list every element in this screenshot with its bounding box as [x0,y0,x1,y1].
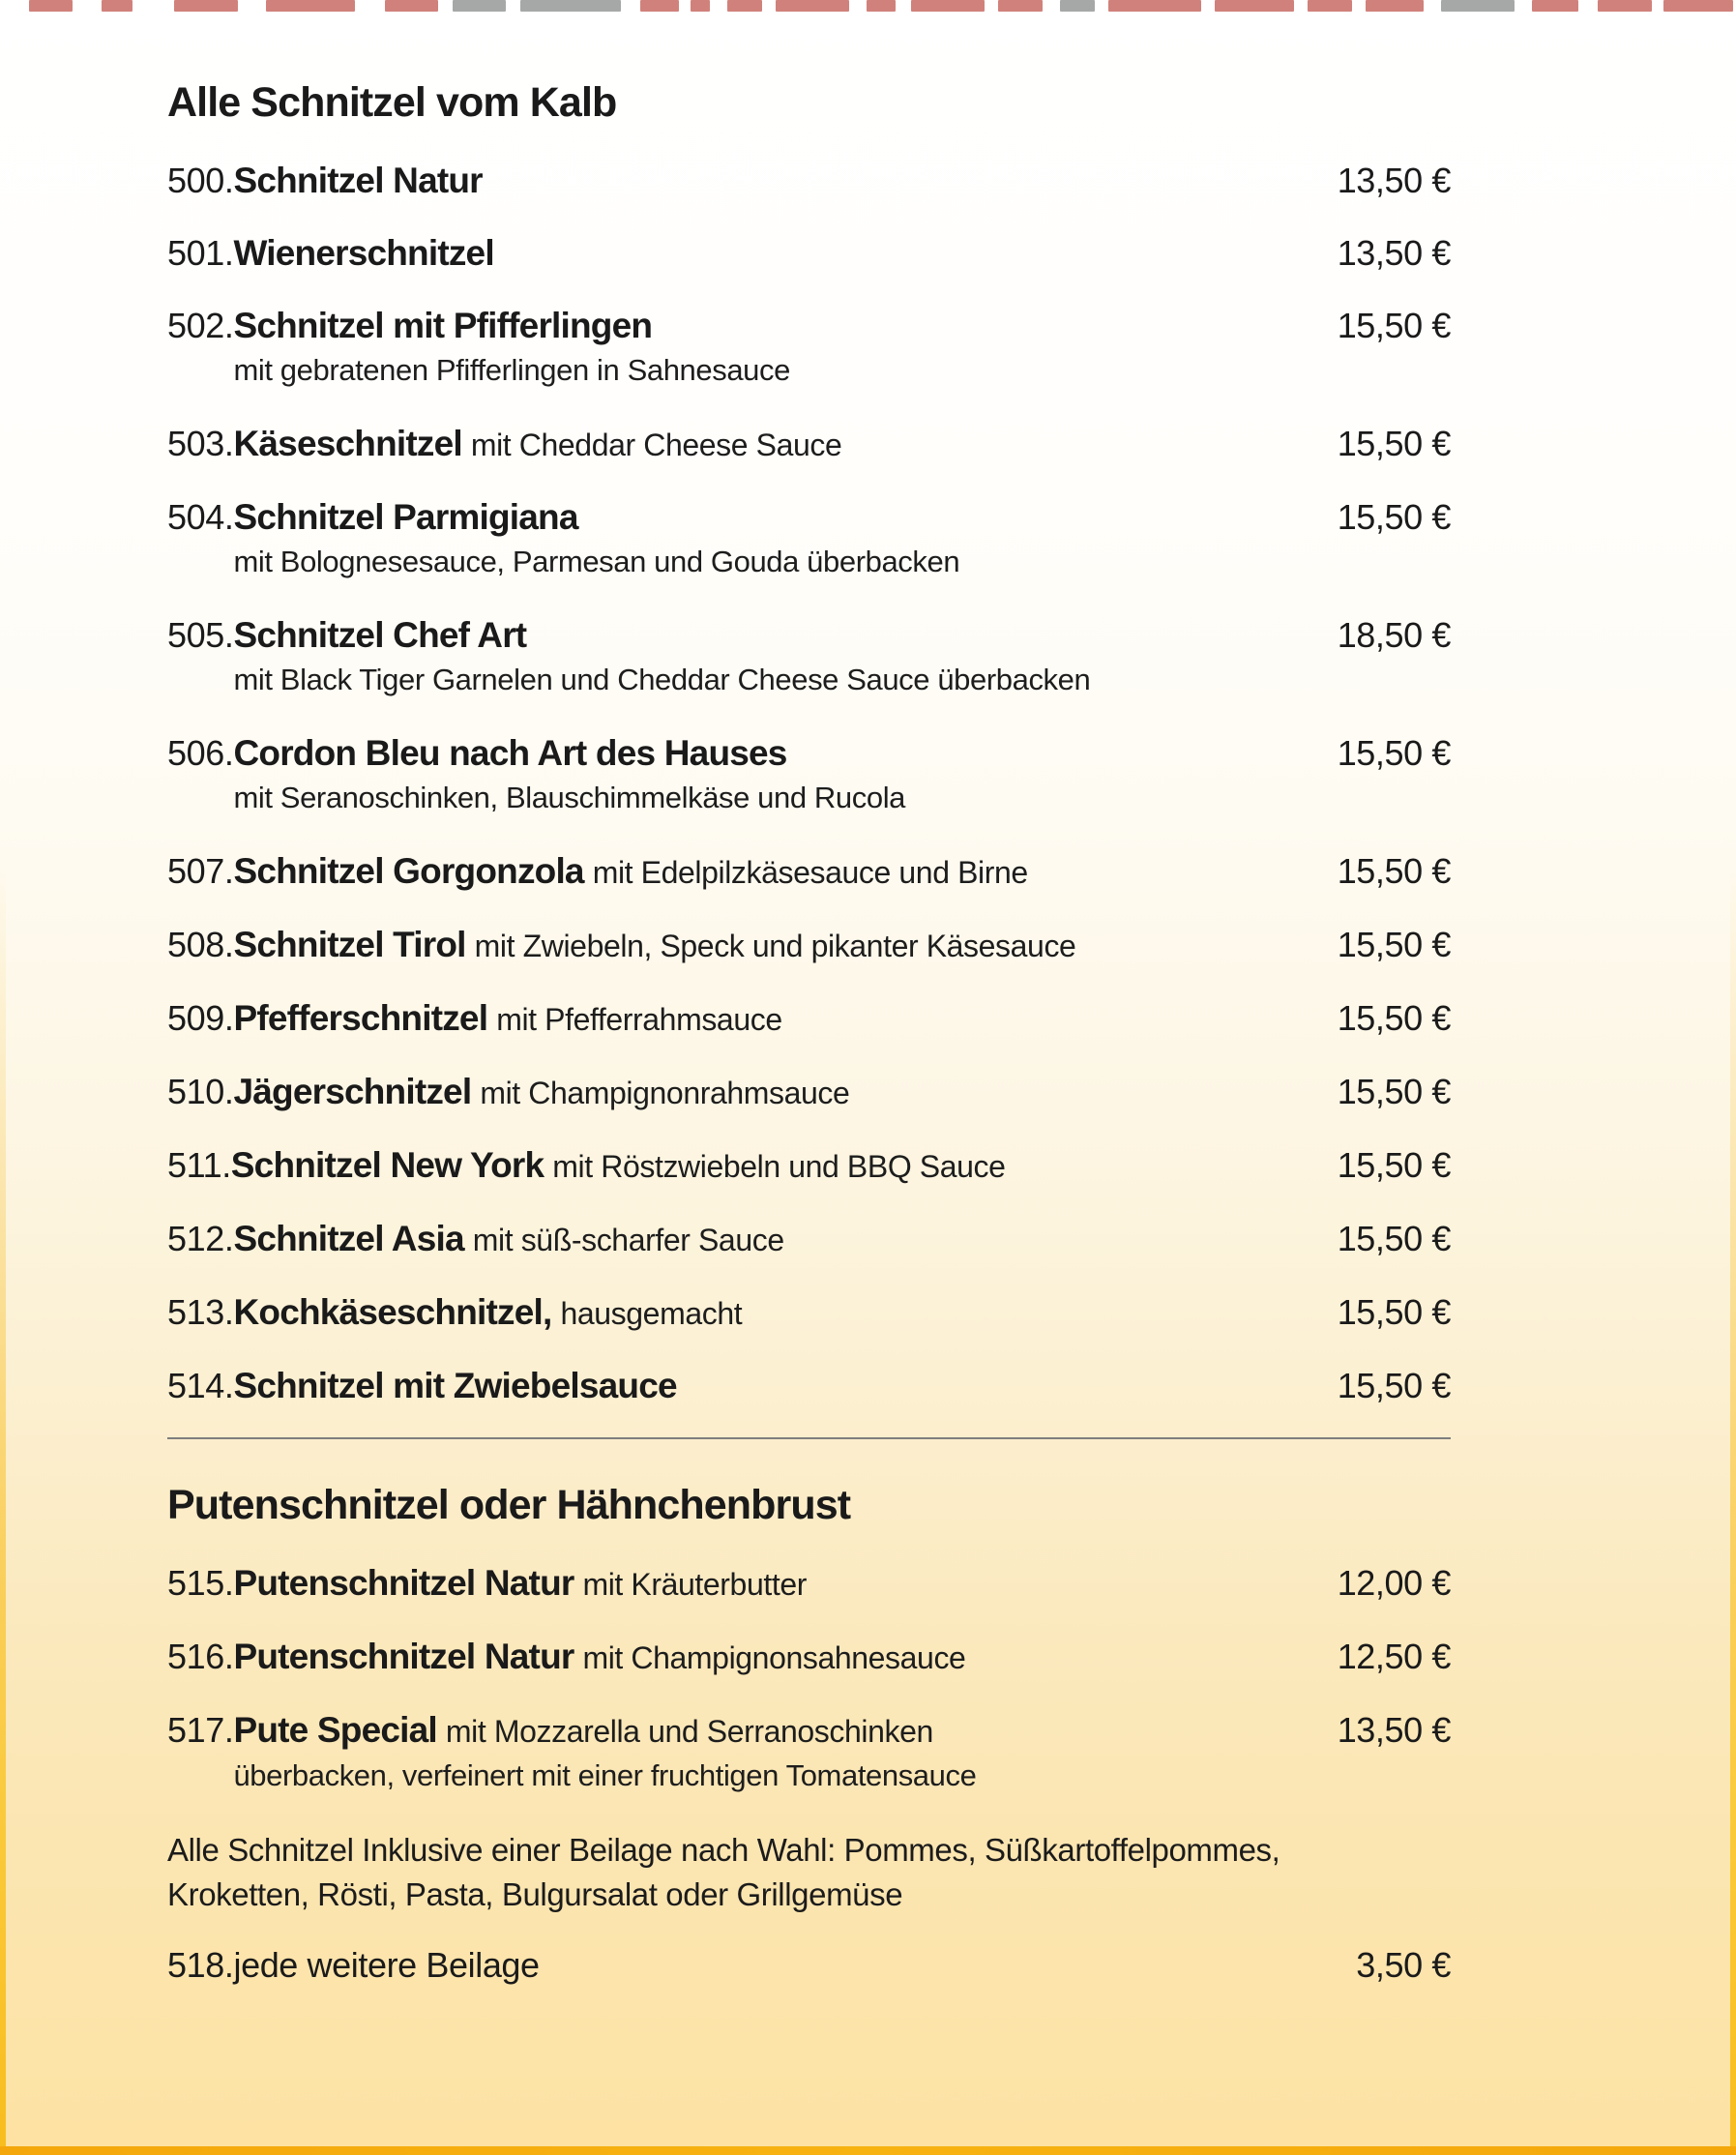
item-price: 15,50 € [1337,1292,1451,1333]
item-number: 502. [167,306,234,346]
item-number: 503. [167,424,234,464]
crop-mark-dash [1532,0,1578,12]
sides-note-line-1: Alle Schnitzel Inklusive einer Beilage nach Wahl: Pommes, Süßkartoffelpommes, [167,1832,1280,1869]
item-price: 15,50 € [1337,1072,1451,1112]
item-name: Schnitzel New York [230,1145,544,1186]
item-description-inline: mit Cheddar Cheese Sauce [470,428,842,463]
item-price: 18,50 € [1337,615,1451,656]
menu-item-row [167,924,1451,967]
item-price: 15,50 € [1337,1219,1451,1259]
crop-mark-dash [29,0,73,12]
item-price: 12,00 € [1337,1563,1451,1604]
item-number: 516. [167,1637,234,1677]
menu-item-row [167,1071,1451,1114]
crop-mark-dash [867,0,896,12]
menu-item-row [167,496,1451,584]
item-description-inline: mit süß-scharfer Sauce [472,1223,784,1258]
item-name: Schnitzel Asia [233,1219,464,1259]
crop-mark-dash [1060,0,1095,12]
item-name: Putenschnitzel Natur [233,1637,574,1677]
item-description-below: mit gebratenen Pfifferlingen in Sahnesauce [233,353,790,388]
section-divider [167,1437,1451,1439]
crop-mark-dash [1308,0,1352,12]
item-description-below: überbacken, verfeinert mit einer fruchtigen Tomatensauce [233,1758,977,1793]
item-body [233,1218,1286,1261]
menu-item-row [167,232,1451,275]
item-description-inline: mit Pfefferrahmsauce [496,1002,782,1038]
item-body [233,232,1286,275]
item-description-inline: mit Kräuterbutter [582,1567,807,1603]
item-number: 512. [167,1219,234,1259]
item-price: 12,50 € [1337,1637,1451,1677]
menu-item-row [167,305,1451,393]
item-body [233,1071,1286,1114]
crop-mark-dash [520,0,621,12]
item-number: 507. [167,851,234,892]
menu-item-row [167,997,1451,1041]
item-name: Schnitzel Tirol [233,925,466,965]
crop-mark-dash [727,0,762,12]
item-body [233,305,1286,393]
item-description-inline: mit Champignonsahnesauce [582,1640,966,1676]
item-body [233,423,1286,466]
item-number: 509. [167,998,234,1039]
menu-item-row [167,1562,1451,1606]
item-name: Pute Special [233,1710,437,1751]
item-name: Cordon Bleu nach Art des Hauses [233,733,787,774]
item-name: Pfefferschnitzel [233,998,488,1039]
item-description-below: mit Bolognesesauce, Parmesan und Gouda überbacken [233,545,960,579]
section-title-pute: Putenschnitzel oder Hähnchenbrust [167,1482,851,1529]
item-price: 15,50 € [1337,424,1451,464]
item-name: Schnitzel Parmigiana [233,497,578,538]
item-number: 504. [167,497,234,538]
item-number: 518. [167,1945,234,1986]
menu-item-row [167,1365,1451,1407]
item-description-inline: mit Röstzwiebeln und BBQ Sauce [552,1149,1006,1185]
item-price: 15,50 € [1337,851,1451,892]
item-number: 505. [167,615,234,656]
item-name: Schnitzel mit Zwiebelsauce [233,1366,677,1406]
item-number: 515. [167,1563,234,1604]
item-body [233,997,1286,1041]
item-number: 510. [167,1072,234,1112]
item-description-inline: mit Edelpilzkäsesauce und Birne [592,855,1028,891]
item-name: Jägerschnitzel [233,1072,472,1112]
item-body [233,1562,1286,1606]
item-name: Putenschnitzel Natur [233,1563,574,1604]
item-description-inline: hausgemacht [560,1296,743,1332]
menu-item-row [167,1636,1451,1679]
item-number: 508. [167,925,234,965]
section-title-kalb: Alle Schnitzel vom Kalb [167,79,617,126]
item-name: Schnitzel mit Pfifferlingen [233,306,653,346]
crop-mark-dash [102,0,132,12]
item-body [233,1636,1286,1679]
crop-mark-dash [266,0,355,12]
item-price: 13,50 € [1337,161,1451,201]
item-description-inline: mit Zwiebeln, Speck und pikanter Käsesauce [474,929,1076,964]
item-name: Käseschnitzel [233,424,462,464]
menu-item-row [167,423,1451,466]
item-body [231,1144,1286,1188]
item-body [233,1365,1286,1407]
sides-note-line-2: Kroketten, Rösti, Pasta, Bulgursalat oder Grillgemüse [167,1876,903,1913]
menu-item-row [167,732,1451,820]
item-body [233,924,1286,967]
item-name: Schnitzel Gorgonzola [233,851,584,892]
crop-mark-dash [640,0,679,12]
crop-mark-dash [453,0,506,12]
item-number: 506. [167,733,234,774]
menu-item-row [167,1144,1451,1188]
menu-content [167,81,1451,2017]
item-number: 514. [167,1366,234,1406]
item-description-inline: mit Mozzarella und Serranoschinken [445,1714,933,1750]
item-body [233,1291,1286,1335]
crop-mark-dash [1108,0,1201,12]
item-price: 3,50 € [1356,1945,1451,1986]
crop-mark-dash [174,0,238,12]
item-name: Kochkäseschnitzel, [233,1292,552,1333]
item-number: 500. [167,161,234,201]
item-price: 15,50 € [1337,1145,1451,1186]
gold-border-left [0,0,6,2155]
item-number: 501. [167,233,234,274]
item-price: 15,50 € [1337,925,1451,965]
item-body [233,1709,1286,1798]
sides-note [167,1828,1451,1917]
item-price: 15,50 € [1337,998,1451,1039]
item-body [233,160,1286,202]
item-body [233,732,1286,820]
item-body [233,1944,1286,1987]
item-price: 13,50 € [1337,233,1451,274]
menu-item-row [167,614,1451,702]
item-name: jede weitere Beilage [233,1945,540,1986]
crop-mark-dash [911,0,985,12]
menu-item-row [167,1218,1451,1261]
crop-mark-dash [691,0,710,12]
menu-item-row [167,1291,1451,1335]
item-body [233,496,1286,584]
item-number: 513. [167,1292,234,1333]
item-number: 517. [167,1710,234,1751]
crop-mark-dash [1215,0,1294,12]
menu-item-row [167,850,1451,894]
crop-mark-dash [1366,0,1424,12]
item-name: Schnitzel Chef Art [233,615,527,656]
item-price: 15,50 € [1337,1366,1451,1406]
menu-item-row [167,1709,1451,1798]
item-price: 13,50 € [1337,1710,1451,1751]
item-name: Wienerschnitzel [233,233,494,274]
extra-side-item-row [167,1944,1451,1987]
item-description-inline: mit Champignonrahmsauce [480,1076,850,1111]
item-price: 15,50 € [1337,306,1451,346]
item-description-below: mit Black Tiger Garnelen und Cheddar Cheese Sauce überbacken [233,663,1091,697]
item-price: 15,50 € [1337,497,1451,538]
page-top-crop-marks [0,0,1736,13]
gold-border-bottom [0,2146,1736,2155]
crop-mark-dash [998,0,1043,12]
item-number: 511. [167,1145,231,1186]
crop-mark-dash [1441,0,1515,12]
crop-mark-dash [385,0,438,12]
crop-mark-dash [1663,0,1733,12]
crop-mark-dash [776,0,849,12]
item-price: 15,50 € [1337,733,1451,774]
items-section-pute [167,1562,1451,1798]
item-body [233,850,1286,894]
menu-item-row [167,160,1451,202]
item-description-below: mit Seranoschinken, Blauschimmelkäse und Rucola [233,781,906,815]
item-body [233,614,1286,702]
item-name: Schnitzel Natur [233,161,483,201]
items-section-kalb [167,160,1451,1407]
gold-border-right [1730,0,1736,2155]
crop-mark-dash [1598,0,1652,12]
